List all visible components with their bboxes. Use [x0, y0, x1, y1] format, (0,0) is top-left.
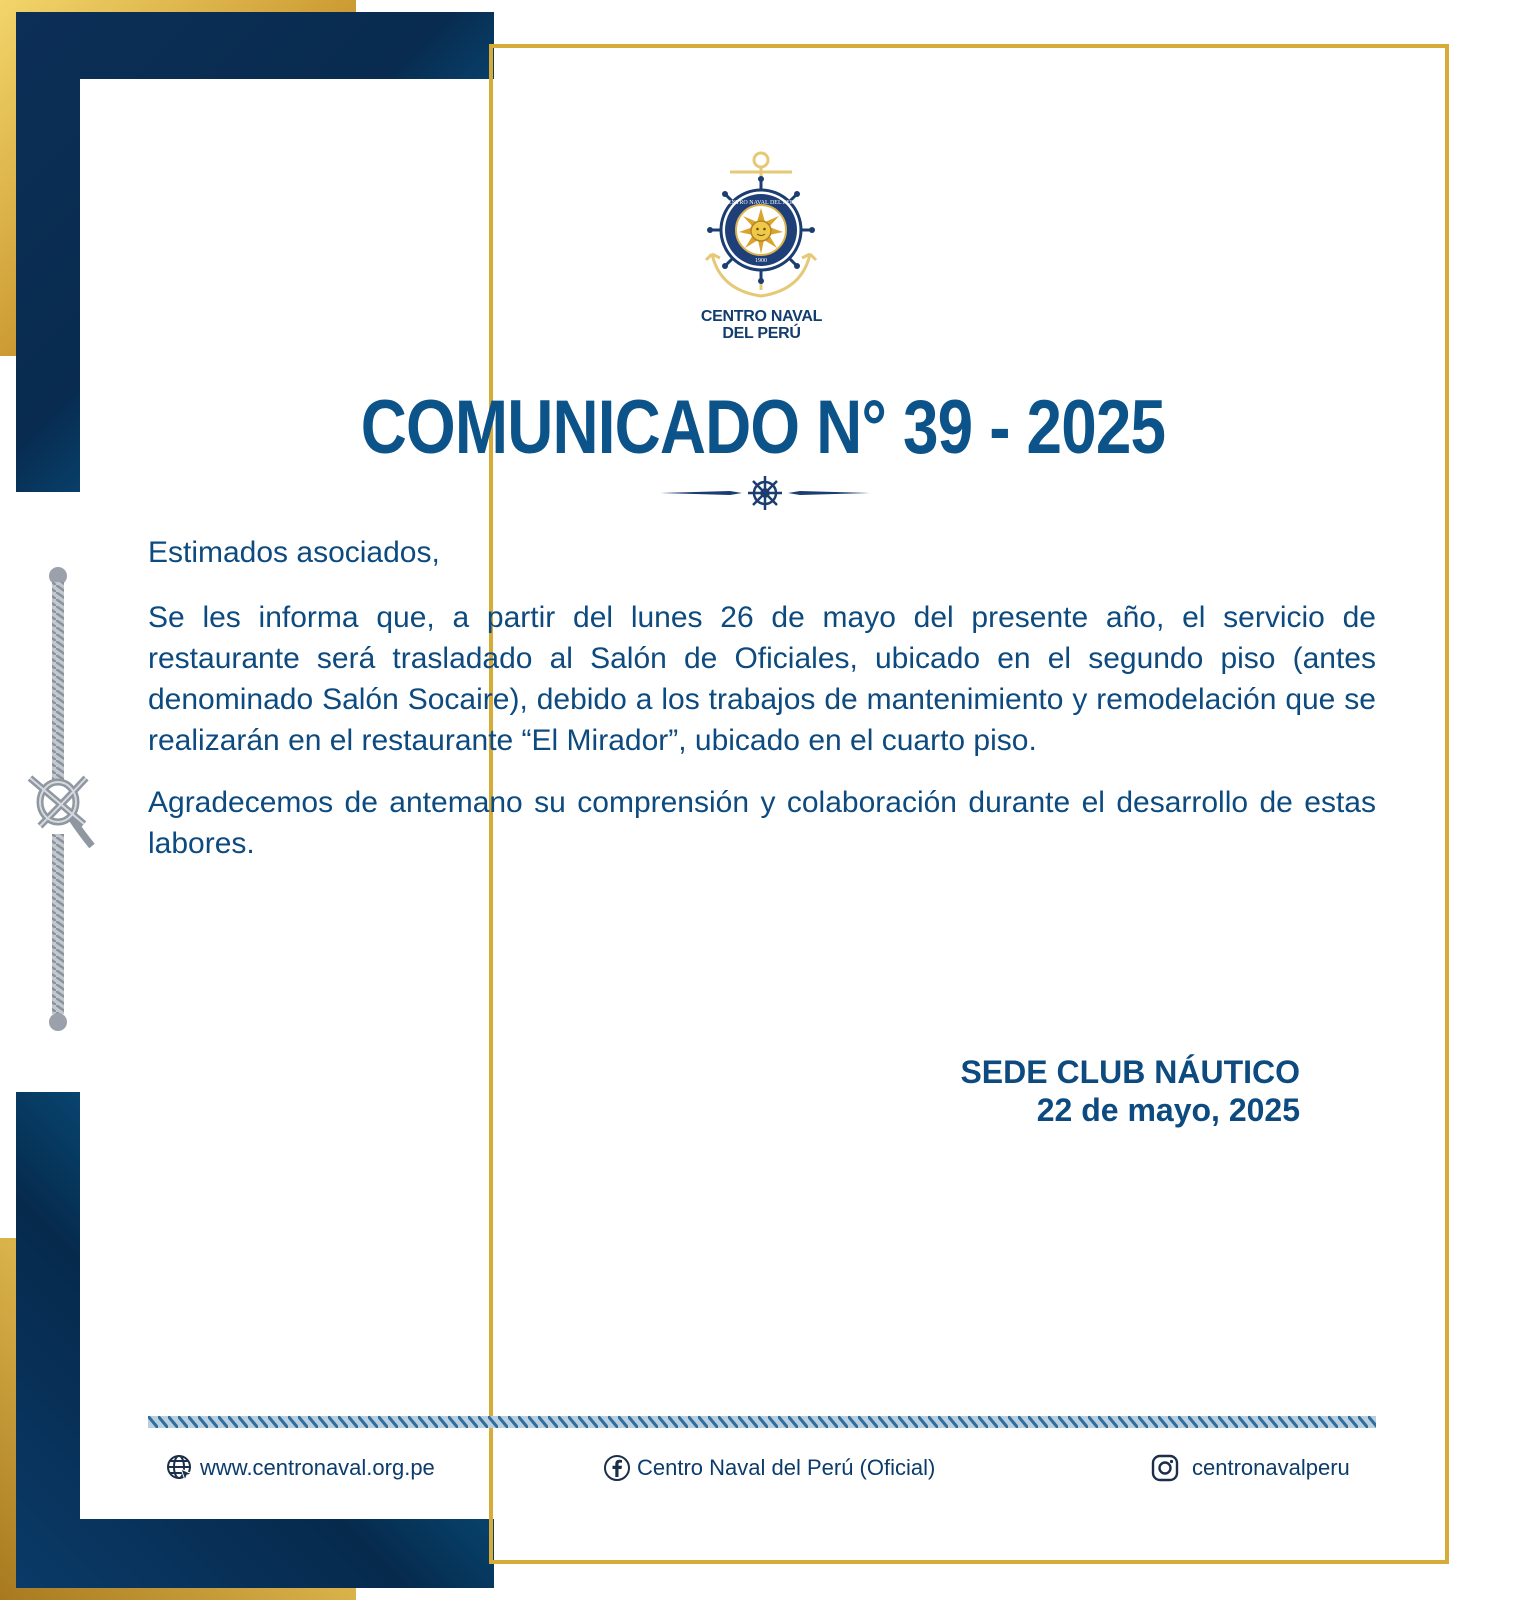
globe-icon [166, 1454, 194, 1482]
body-paragraph-2: Agradecemos de antemano su comprensión y colaboración durante el desarrollo de estas labores. [148, 786, 1376, 860]
signature-date: 22 de mayo, 2025 [1036, 1092, 1300, 1128]
communique-body [148, 532, 1376, 885]
signature-block [900, 1053, 1300, 1129]
footer-rope-divider [148, 1416, 1376, 1428]
body-paragraph-1: Se les informa que, a partir del lunes 26 de mayo del presente año, el servicio de restaurante será trasladado al Salón de Oficiales, ubicado en el segundo piso (antes denominado Salón Socaire), debido a los trabajos de mantenimiento y remodelación que se realizarán en el restaurante “El Mirador”, ubicado en el cuarto piso. [148, 601, 1376, 757]
footer-website[interactable] [166, 1450, 435, 1486]
organization-name-line1: CENTRO NAVAL [700, 308, 823, 325]
logo-seal-year: 1900 [755, 258, 767, 264]
footer-instagram-link[interactable]: centronavalperu [1192, 1455, 1350, 1480]
rope-knot-decoration [26, 564, 96, 1034]
page-title: COMUNICADO N° 39 - 2025 [360, 385, 1166, 470]
instagram-icon [1150, 1454, 1180, 1482]
greeting: Estimados asociados, [148, 536, 440, 569]
facebook-icon [603, 1454, 631, 1482]
footer [148, 1450, 1376, 1486]
footer-facebook-link[interactable]: Centro Naval del Perú (Oficial) [637, 1455, 936, 1480]
signature-location: SEDE CLUB NÁUTICO [960, 1054, 1300, 1090]
footer-instagram[interactable] [1150, 1450, 1350, 1486]
footer-website-link[interactable]: www.centronaval.org.pe [200, 1455, 435, 1480]
organization-name [640, 308, 883, 342]
ship-wheel-icon [748, 476, 782, 510]
title-divider [660, 472, 870, 514]
centro-naval-logo [700, 150, 822, 300]
logo-seal-text: CENTRO NAVAL DEL PERÚ [723, 200, 799, 206]
footer-facebook[interactable] [603, 1450, 935, 1486]
organization-name-line2: DEL PERÚ [722, 325, 801, 342]
